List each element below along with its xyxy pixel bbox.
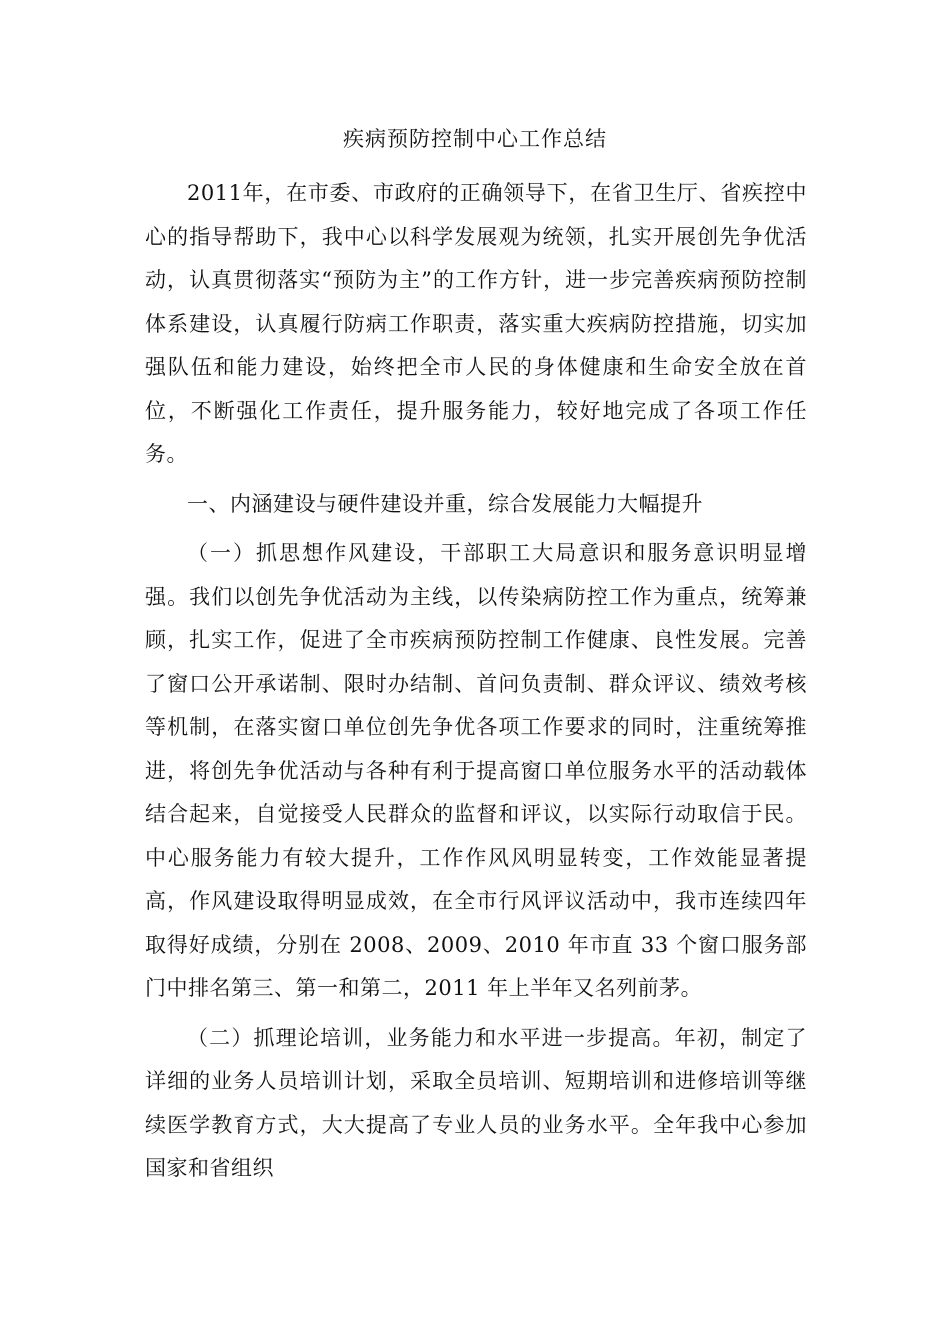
document-title: 疾病预防控制中心工作总结 xyxy=(343,127,607,151)
paragraph-section-1-2: （二）抓理论培训，业务能力和水平进一步提高。年初，制定了详细的业务人员培训计划，采取全员培训、短期培训和进修培训等继续医学教育方式，大大提高了专业人员的业务水平。全年我中心参加国家和省组织 xyxy=(145,1025,807,1180)
paragraph-section-1-1: （一）抓思想作风建设，干部职工大局意识和服务意识明显增强。我们以创先争优活动为主线，以传染病防控工作为重点，统筹兼顾，扎实工作，促进了全市疾病预防控制工作健康、良性发展。完善了窗口公开承诺制、限时办结制、首问负责制、群众评议、绩效考核等机制，在落实窗口单位创先争优各项工作要求的同时，注重统筹推进，将创先争优活动与各种有利于提高窗口单位服务水平的活动载体结合起来，自觉接受人民群众的监督和评议，以实际行动取信于民。中心服务能力有较大提升，工作作风风明显转变，工作效能显著提高，作风建设取得明显成效，在全市行风评议活动中，我市连续四年取得好成绩，分别在 2008、2009、2010 年市直 33 个窗口服务部门中排名第三、第一和第二，2011 年上半年又名列前茅。 xyxy=(145,541,807,1000)
section-heading-1: 一、内涵建设与硬件建设并重，综合发展能力大幅提升 xyxy=(187,491,703,516)
document-body xyxy=(145,172,807,1191)
paragraph-intro: 2011年，在市委、市政府的正确领导下，在省卫生厅、省疾控中心的指导帮助下，我中心以科学发展观为统领，扎实开展创先争优活动，认真贯彻落实“预防为主”的工作方针，进一步完善疾病预防控制体系建设，认真履行防病工作职责，落实重大疾病防控措施，切实加强队伍和能力建设，始终把全市人民的身体健康和生命安全放在首位，不断强化工作责任，提升服务能力，较好地完成了各项工作任务。 xyxy=(145,181,807,466)
